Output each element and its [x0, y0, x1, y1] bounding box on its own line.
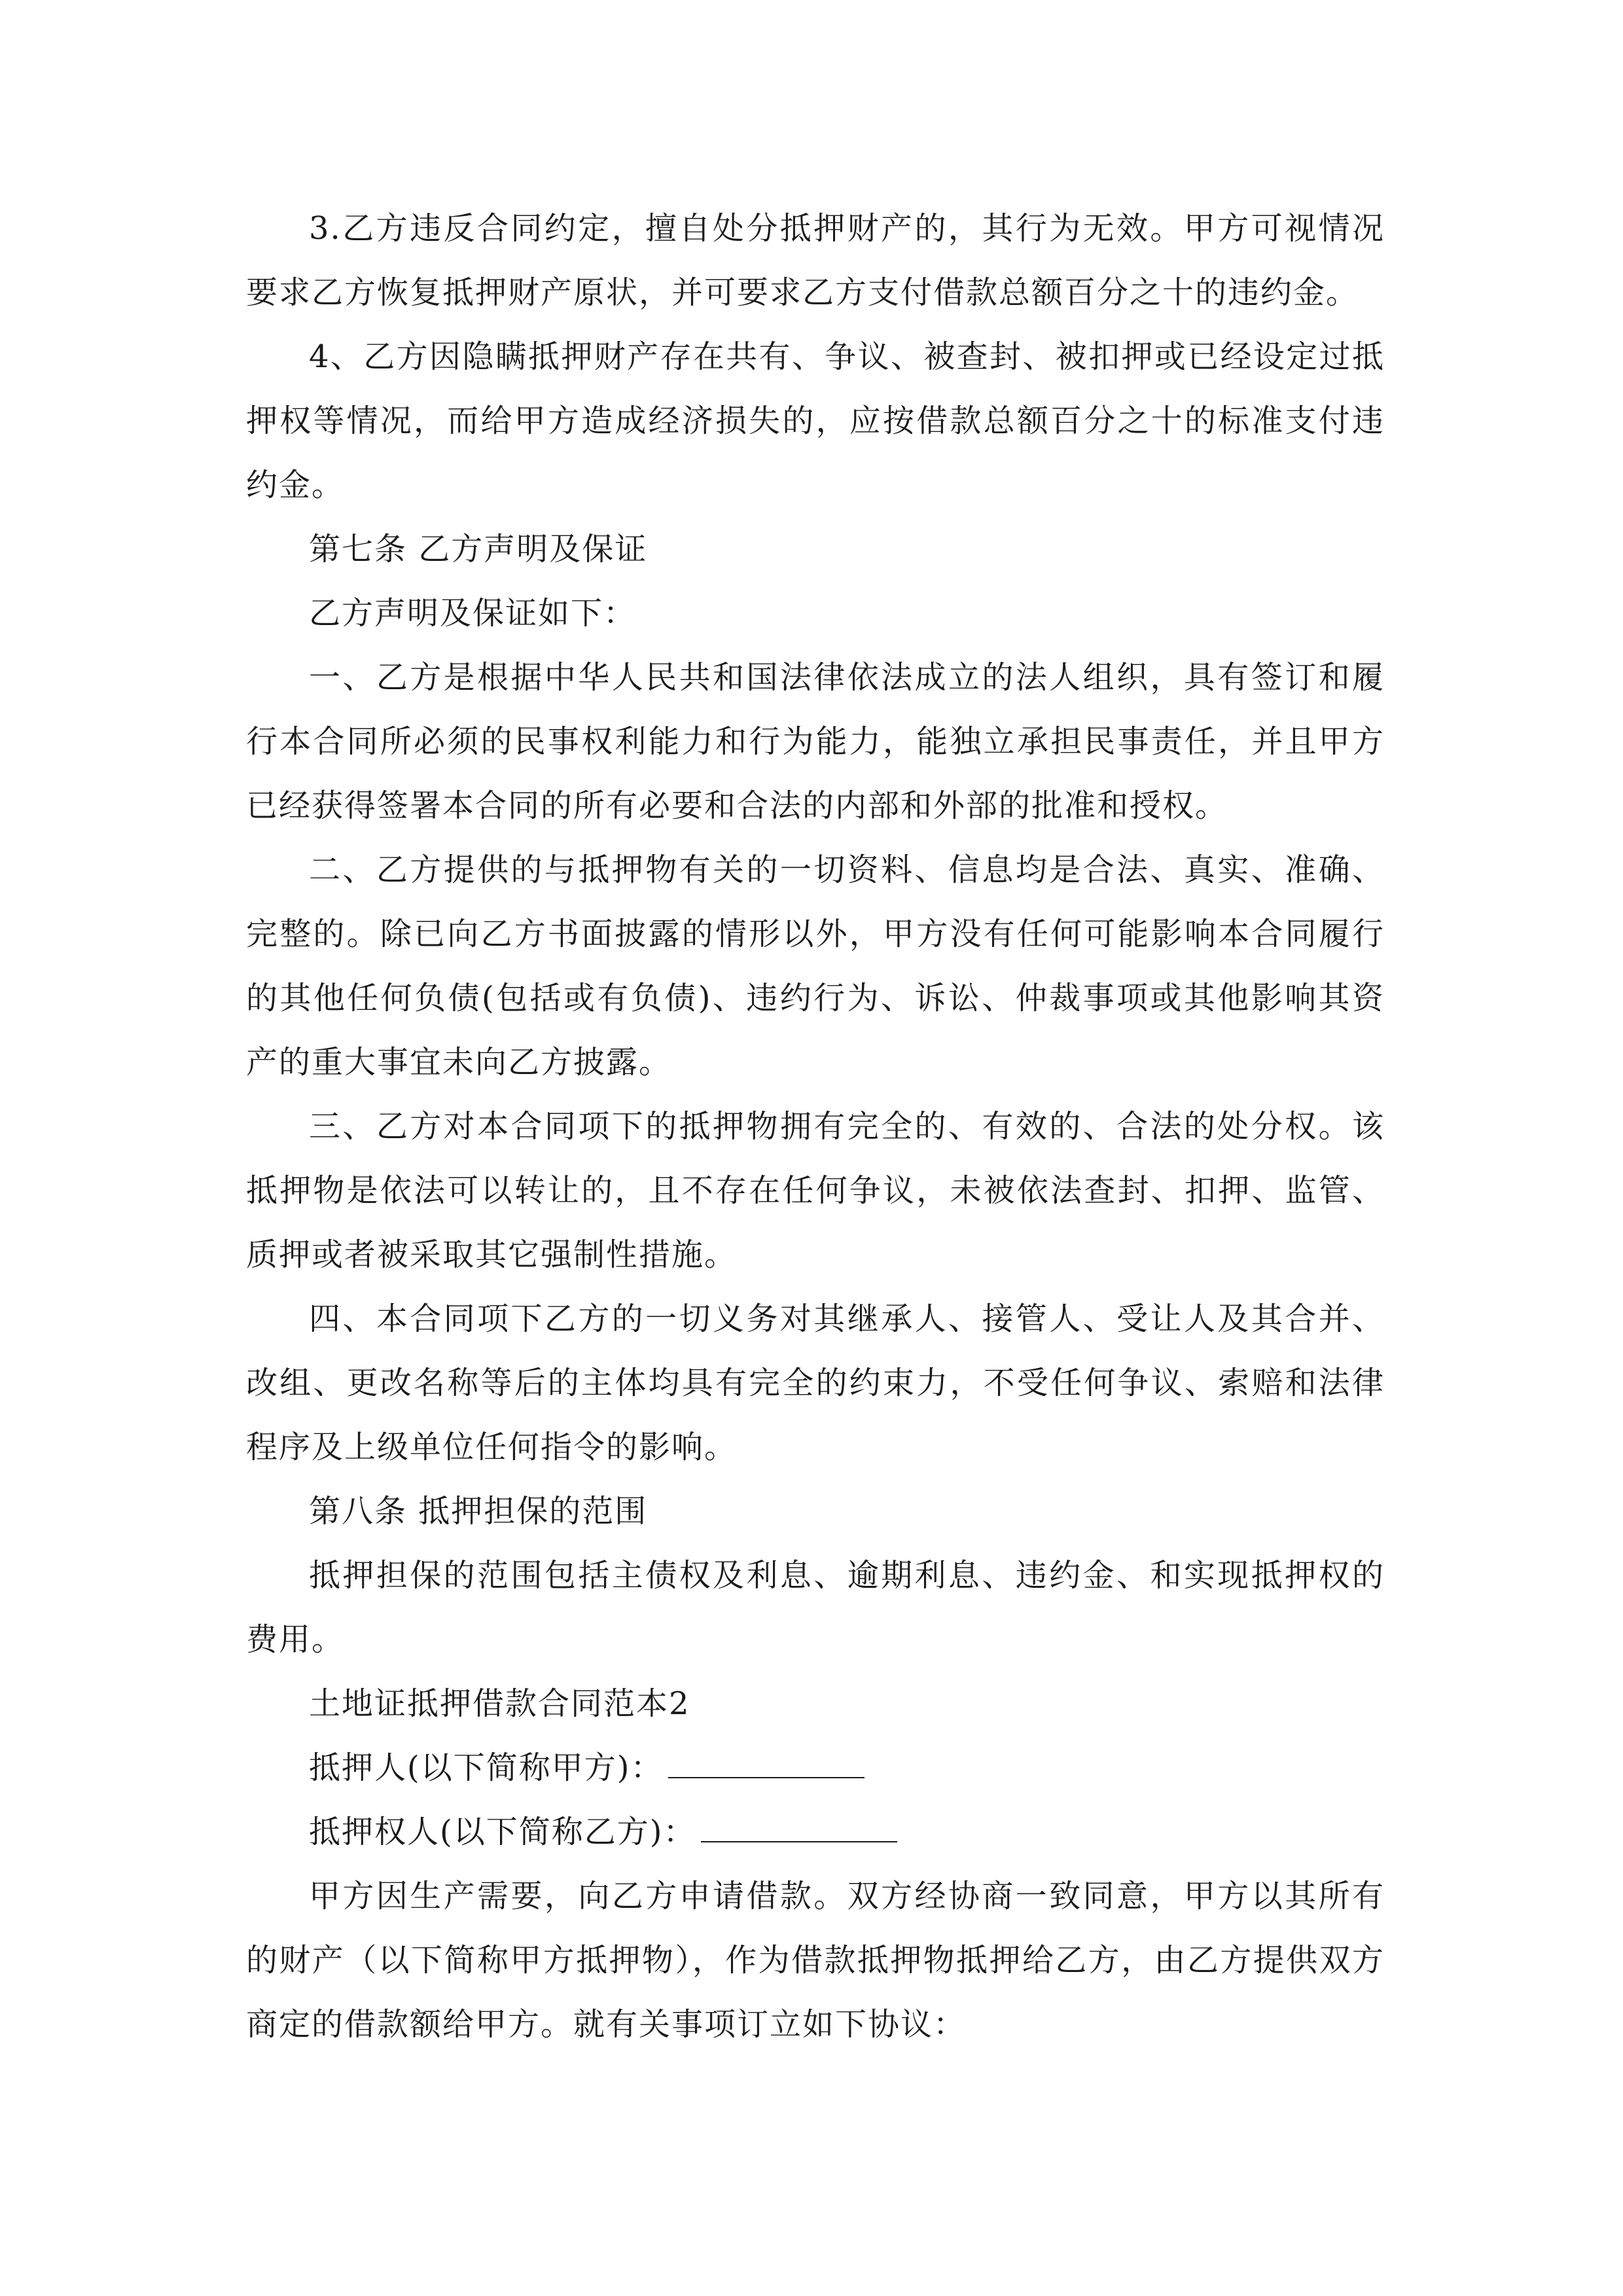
clause-3-breach-disposal: 3.乙方违反合同约定，擅自处分抵押财产的，其行为无效。甲方可视情况要求乙方恢复抵押财产原状，并可要求乙方支付借款总额百分之十的违约金。: [246, 210, 1385, 311]
mortgagor-line: [246, 1736, 1385, 1800]
declaration-item-1: 一、乙方是根据中华人民共和国法律依法成立的法人组织，具有签订和履行本合同所必须的民事权利能力和行为能力，能独立承担民事责任，并且甲方已经获得签署本合同的所有必要和合法的内部和外部的批准和授权。: [246, 659, 1385, 824]
article-8-scope: 抵押担保的范围包括主债权及利息、逾期利息、违约金、和实现抵押权的费用。: [246, 1557, 1385, 1658]
article-7-heading: 第七条 乙方声明及保证: [309, 531, 648, 567]
article-8-heading: 第八条 抵押担保的范围: [309, 1493, 648, 1530]
mortgagee-line: [246, 1800, 1385, 1864]
mortgagee-label: 抵押权人(以下简称乙方)：: [309, 1814, 696, 1850]
mortgagee-blank[interactable]: [701, 1815, 897, 1842]
template-2-title: 土地证抵押借款合同范本2: [309, 1685, 690, 1722]
declaration-item-2: 二、乙方提供的与抵押物有关的一切资料、信息均是合法、真实、准确、完整的。除已向乙方书面披露的情形以外，甲方没有任何可能影响本合同履行的其他任何负债(包括或有负债)、违约行为、诉讼、仲裁事项或其他影响其资产的重大事宜未向乙方披露。: [246, 852, 1385, 1081]
document-body: [246, 196, 1385, 2056]
article-7-intro: 乙方声明及保证如下：: [309, 595, 637, 632]
declaration-item-3: 三、乙方对本合同项下的抵押物拥有完全的、有效的、合法的处分权。该抵押物是依法可以转让的，且不存在任何争议，未被依法查封、扣押、监管、质押或者被采取其它强制性措施。: [246, 1108, 1385, 1273]
declaration-item-4: 四、本合同项下乙方的一切义务对其继承人、接管人、受让人及其合并、改组、更改名称等后的主体均具有完全的约束力，不受任何争议、索赔和法律程序及上级单位任何指令的影响。: [246, 1300, 1385, 1465]
clause-4-concealment: 4、乙方因隐瞒抵押财产存在共有、争议、被查封、被扣押或已经设定过抵押权等情况，而给甲方造成经济损失的，应按借款总额百分之十的标准支付违约金。: [246, 338, 1385, 503]
mortgagor-label: 抵押人(以下简称甲方)：: [309, 1749, 664, 1786]
agreement-preamble: 甲方因生产需要，向乙方申请借款。双方经协商一致同意，甲方以其所有的财产（以下简称甲方抵押物），作为借款抵押物抵押给乙方，由乙方提供双方商定的借款额给甲方。就有关事项订立如下协议：: [246, 1878, 1385, 2043]
mortgagor-blank[interactable]: [668, 1751, 865, 1778]
